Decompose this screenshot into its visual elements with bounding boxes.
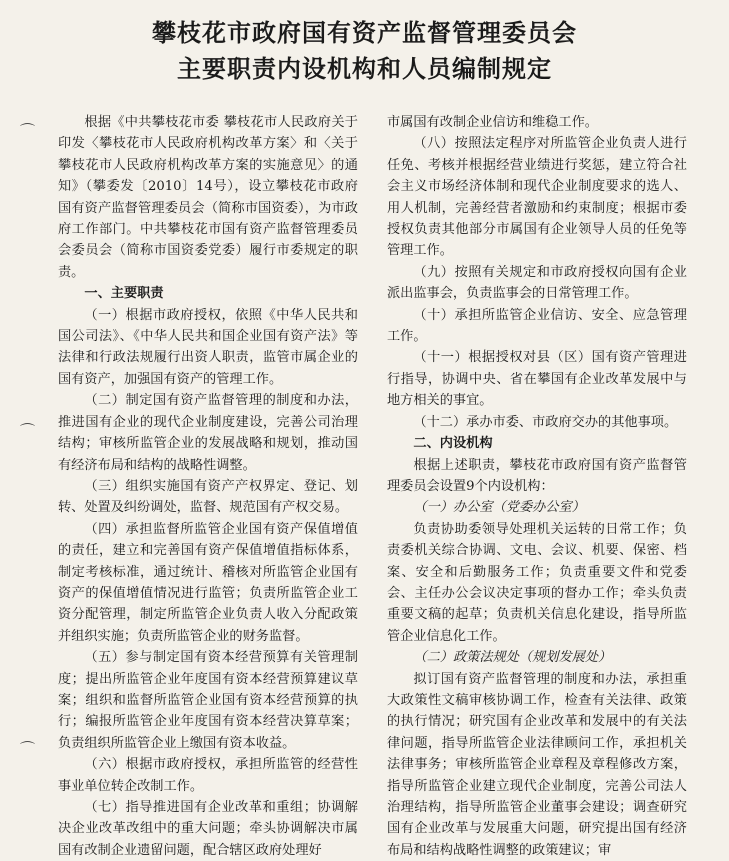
paragraph: （五）参与制定国有资本经营预算有关管理制度；提出所监管企业年度国有资本经营预算建议草案；组织和监督所监管企业国有资本经营预算的执行；编报所监管企业年度国有资本经营决算草案；负责组织所监管企业上缴国有资本收益。 <box>58 650 358 751</box>
right-text-column <box>387 112 687 861</box>
paragraph: 根据《中共攀枝花市委 攀枝花市人民政府关于印发〈攀枝花市人民政府机构改革方案〉和〈关于攀枝花市人民政府机构改革方案的实施意见〉的通知》（攀委发〔2010〕14号），设立攀枝花市政府国有资产监督管理委员会（简称市国资委），为市政府工作部门。中共攀枝花市国有资产监督管理委员会委员会（简称市国资委党委）履行市委规定的职责。 <box>58 115 358 280</box>
paragraph: （九）按照有关规定和市政府授权向国有企业派出监事会，负责监事会的日常管理工作。 <box>387 264 687 302</box>
section-heading: 一、主要职责 <box>84 286 164 302</box>
paragraph: （十一）根据授权对县（区）国有资产管理进行指导，协调中央、省在攀国有企业改革发展中与地方相关的事宜。 <box>387 350 687 409</box>
paragraph: 拟订国有资产监督管理的制度和办法，承担重大政策性文稿审核协调工作，检查有关法律、政策的执行情况；研究国有企业改革和发展中的有关法律问题，指导所监管企业法律顾问工作，承担机关法律事务；审核所监管企业章程及章程修改方案，指导所监管企业建立现代企业制度，完善公司法人治理结构，指导所监管企业董事会建设；调查研究国有企业改革与发展重大问题，研究提出国有经济布局和结构战略性调整的政策建议；审 <box>387 671 687 858</box>
margin-mark: ⌒ <box>20 122 36 140</box>
paragraph: 负责协助委领导处理机关运转的日常工作；负责委机关综合协调、文电、会议、机要、保密、档案、安全和后勤服务工作；负责重要文件和党委会、主任办公会议决定事项的督办工作；牵头负责重要文稿的起草；负责机关信息化建设，指导所监管企业信息化工作。 <box>387 521 687 644</box>
paragraph: 市属国有改制企业信访和维稳工作。 <box>387 115 598 130</box>
margin-mark: ⌒ <box>20 422 36 440</box>
paragraph: （七）指导推进国有企业改革和重组；协调解决企业改革改组中的重大问题；牵头协调解决市属国有改制企业遗留问题，配合辖区政府处理好 <box>58 800 358 858</box>
paragraph: （二）制定国有资产监督管理的制度和办法，推进国有企业的现代企业制度建设，完善公司治理结构；审核所监管企业的发展战略和规划，推动国有经济布局和结构的战略性调整。 <box>58 393 358 473</box>
paragraph: （十）承担所监管企业信访、安全、应急管理工作。 <box>387 307 687 345</box>
paragraph: 根据上述职责，攀枝花市政府国有资产监督管理委员会设置9个内设机构： <box>387 457 687 494</box>
paragraph: （四）承担监督所监管企业国有资产保值增值的责任，建立和完善国有资产保值增值指标体系，制定考核标准，通过统计、稽核对所监管企业国有资产的保值增值情况进行监管；负责所监管企业工资分配管理，制定所监管企业负责人收入分配政策并组织实施；负责所监管企业的财务监督。 <box>58 521 358 644</box>
document-title-line-1: 攀枝花市政府国有资产监督管理委员会 <box>152 19 577 47</box>
document-title-line-2: 主要职责内设机构和人员编制规定 <box>177 55 552 83</box>
paragraph: （十二）承办市委、市政府交办的其他事项。 <box>413 414 678 430</box>
paragraph: （三）组织实施国有资产产权界定、登记、划转、处置及纠纷调处，监督、规范国有产权交易。 <box>58 478 358 516</box>
margin-mark: ⌒ <box>20 740 36 758</box>
section-heading: 二、内设机构 <box>413 436 493 452</box>
left-text-column <box>58 112 358 861</box>
subsection-heading: （二）政策法规处（规划发展处） <box>413 650 612 666</box>
paragraph: （六）根据市政府授权，承担所监管的经营性事业单位转企改制工作。 <box>58 757 358 794</box>
paragraph: （八）按照法定程序对所监管企业负责人进行任免、考核并根据经营业绩进行奖惩，建立符合社会主义市场经济体制和现代企业制度要求的选人、用人机制，完善经营者激励和约束制度；根据市委授权负责其他部分市属国有企业领导人员的任免等管理工作。 <box>387 136 687 259</box>
paragraph: （一）根据市政府授权，依照《中华人民共和国公司法》、《中华人民共和国企业国有资产法》等法律和行政法规履行出资人职责，监管市属企业的国有资产，加强国有资产的管理工作。 <box>58 307 358 387</box>
subsection-heading: （一）办公室（党委办公室） <box>413 500 585 516</box>
